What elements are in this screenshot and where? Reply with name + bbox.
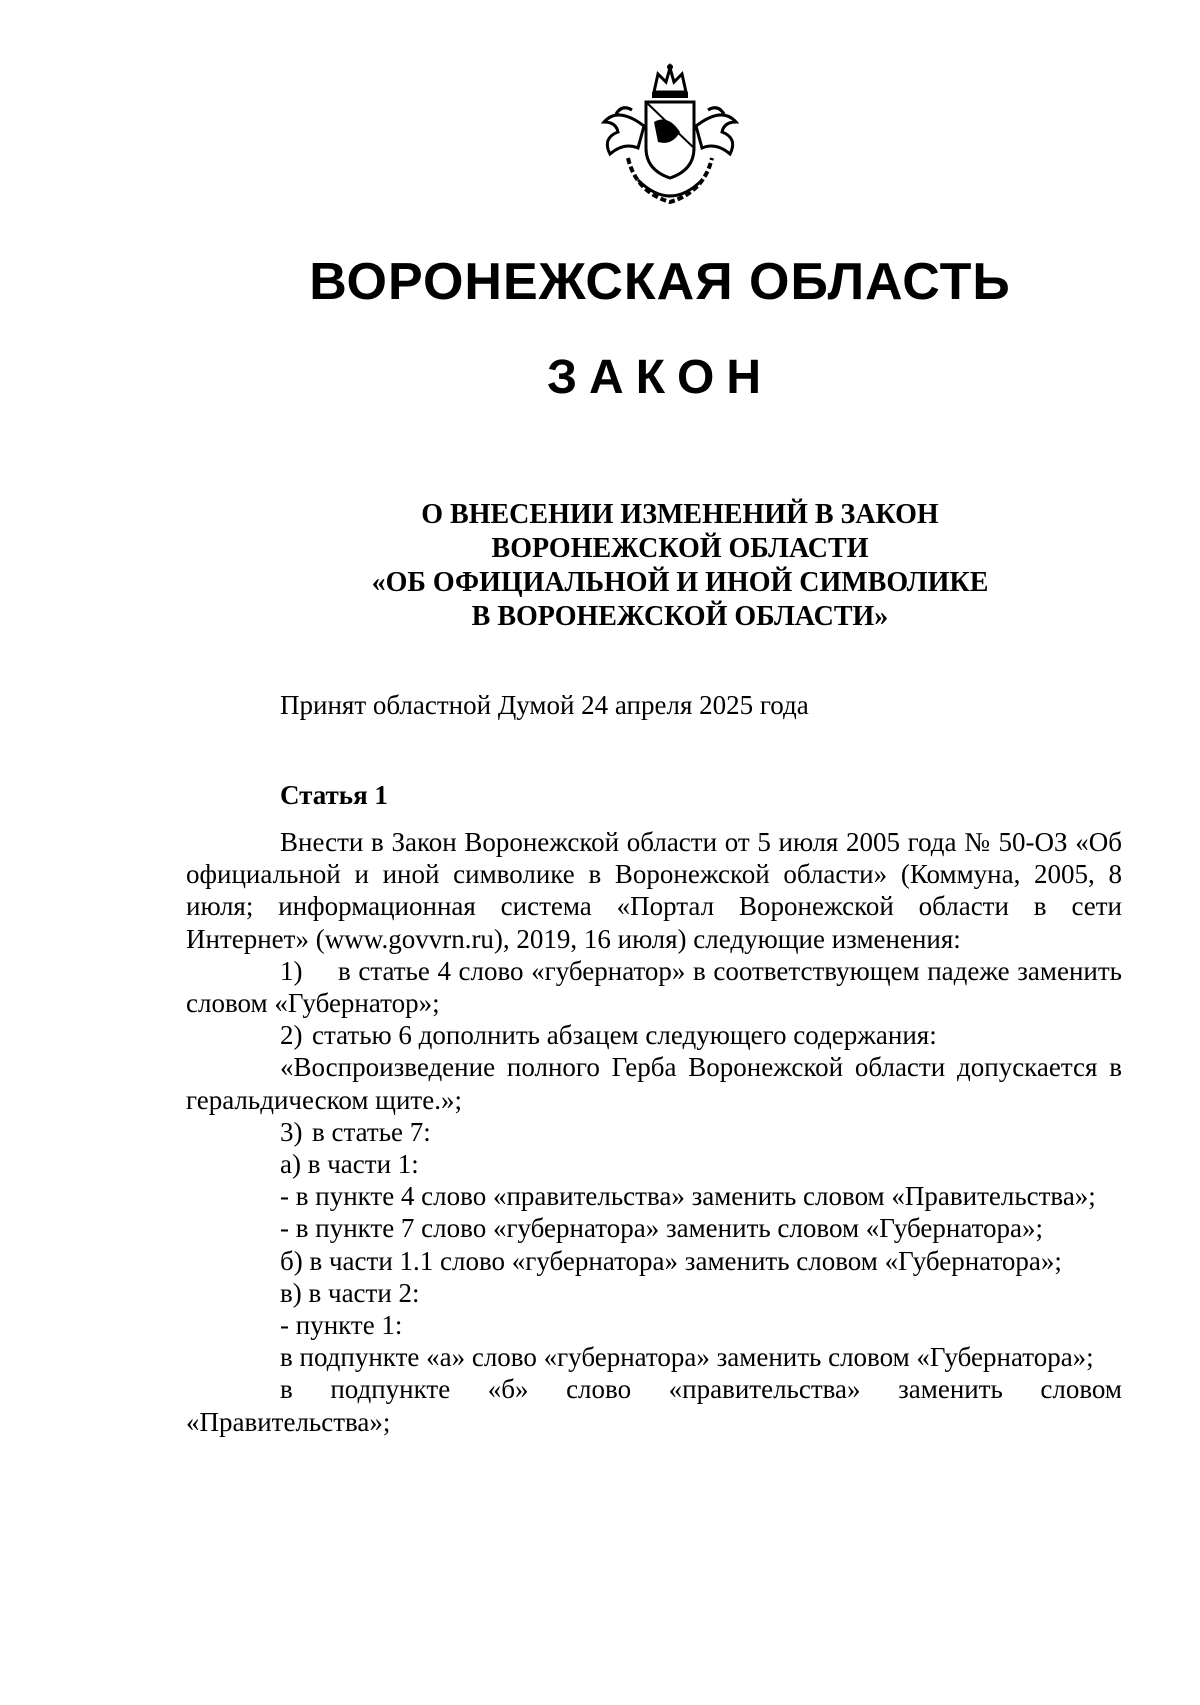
list-item [186, 955, 1122, 1019]
law-title-line: В ВОРОНЕЖСКОЙ ОБЛАСТИ» [471, 601, 889, 632]
sub-item: в подпункте «а» слово «губернатора» заменить словом «Губернатора»; [280, 1342, 1094, 1373]
sub-item: в) в части 2: [280, 1277, 420, 1308]
item-number: 1) [280, 955, 303, 986]
sub-item: а) в части 1: [280, 1149, 419, 1180]
sub-item: - в пункте 7 слово «губернатора» заменить словом «Губернатора»; [280, 1213, 1044, 1244]
item-text: в статье 7: [312, 1116, 431, 1147]
article-heading: Статья 1 [280, 780, 388, 810]
article-intro: Внести в Закон Воронежской области от 5 июля 2005 года № 50-ОЗ «Об официальной и иной символике в Воронежской области» (Коммуна, 2005, 8 июля; информационная система «Портал Воронежской области в сети Интернет» (www.govvrn.ru), 2019, 16 июля) следующие изменения: [186, 827, 1122, 954]
region-title: ВОРОНЕЖСКАЯ ОБЛАСТЬ [309, 253, 1011, 311]
item-number: 3) [280, 1116, 303, 1147]
sub-item: б) в части 1.1 слово «губернатора» заменить словом «Губернатора»; [280, 1245, 1062, 1276]
sub-item: в подпункте «б» слово «правительства» заменить словом «Правительства»; [186, 1374, 1122, 1437]
coat-of-arms-icon [588, 62, 752, 212]
item-text: в статье 4 слово «губернатор» в соответствующем падеже заменить словом «Губернатор»; [186, 955, 1122, 1019]
document-type: ЗАКОН [546, 351, 774, 404]
law-title [300, 498, 1060, 634]
sub-item: - в пункте 4 слово «правительства» заменить словом «Правительства»; [280, 1181, 1096, 1212]
item-text: статью 6 дополнить абзацем следующего содержания: [312, 1020, 937, 1051]
adoption-date: Принят областной Думой 24 апреля 2025 года [280, 690, 809, 720]
sub-item: - пункте 1: [280, 1310, 403, 1341]
list-item [186, 1019, 1122, 1051]
quoted-paragraph: «Воспроизведение полного Герба Воронежской области допускается в геральдическом щите.»; [186, 1052, 1122, 1115]
law-title-line: ВОРОНЕЖСКОЙ ОБЛАСТИ [491, 533, 869, 564]
item-number: 2) [280, 1020, 303, 1051]
list-item [186, 1116, 1122, 1148]
law-title-line: «ОБ ОФИЦИАЛЬНОЙ И ИНОЙ СИМВОЛИКЕ [371, 567, 989, 598]
article-body [186, 826, 1122, 1438]
law-title-line: О ВНЕСЕНИИ ИЗМЕНЕНИЙ В ЗАКОН [421, 499, 939, 530]
